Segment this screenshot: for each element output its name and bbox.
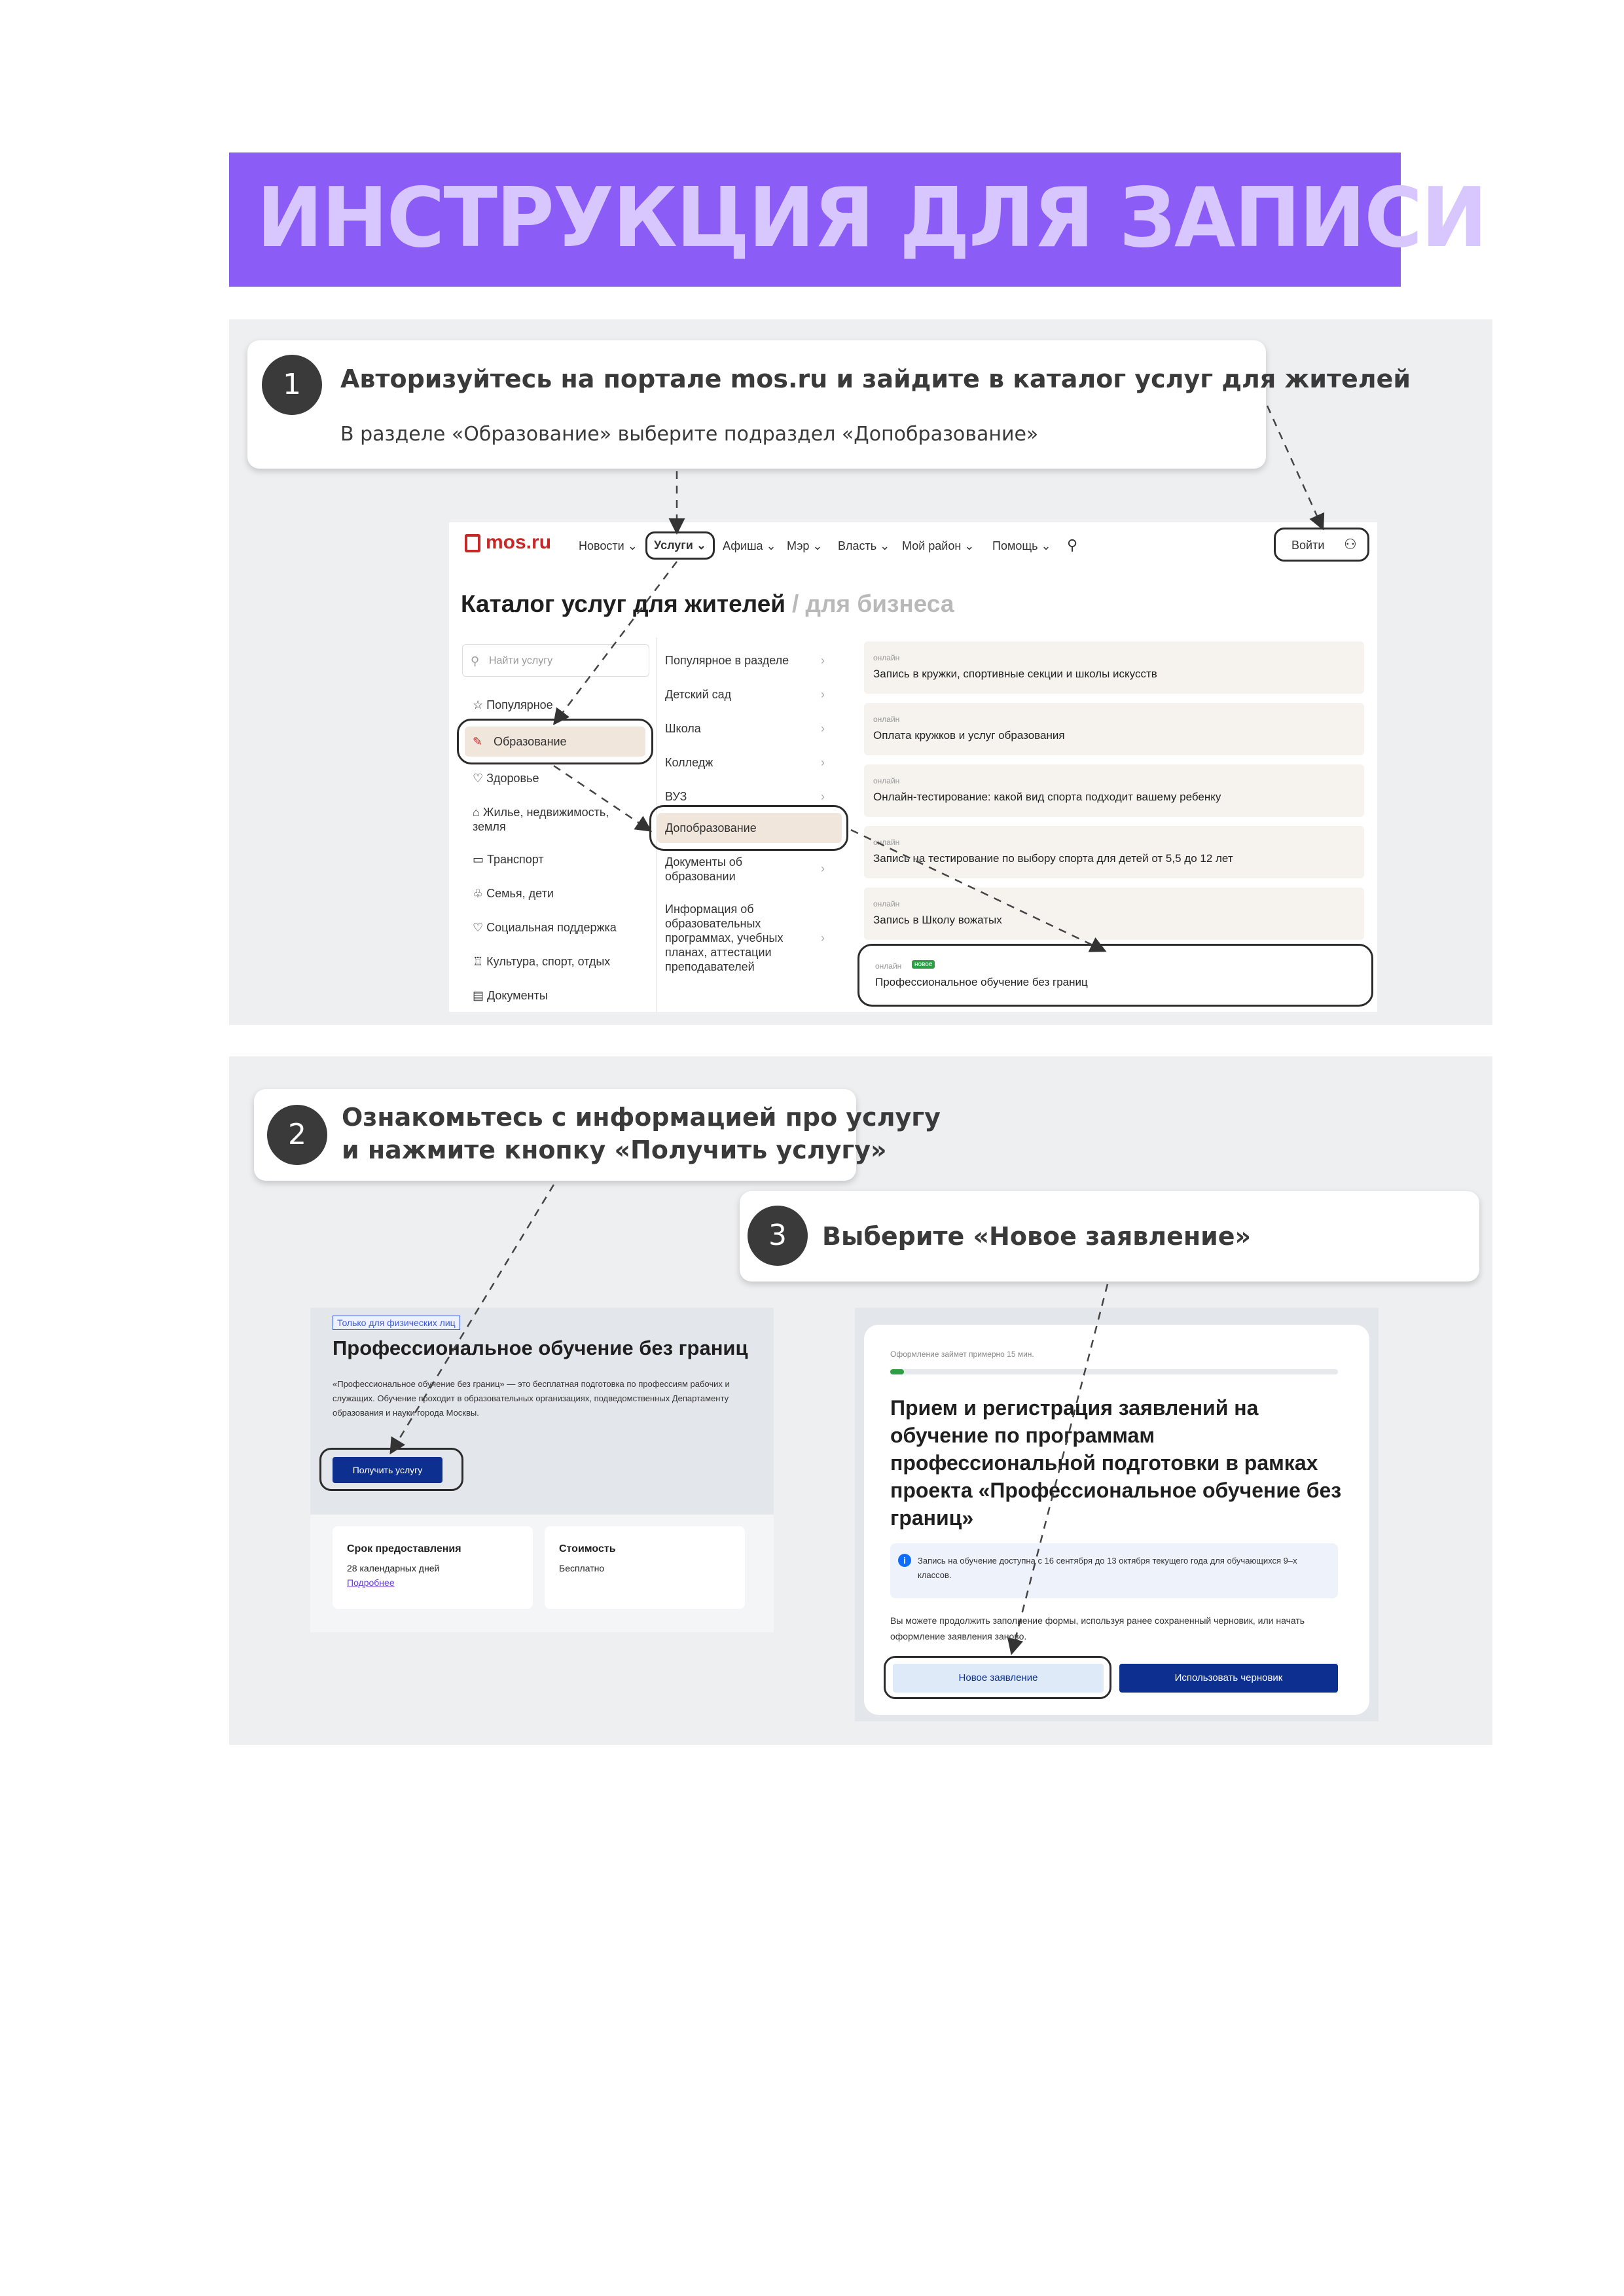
card-title: Онлайн-тестирование: какой вид спорта подходит вашему ребенку [873,791,1221,803]
term-card [333,1526,533,1609]
step1-number: 1 [262,355,322,415]
mid-item-dopobrazovanie-label: Допобразование [665,821,757,834]
get-service-button[interactable]: Получить услугу [333,1457,442,1483]
step2-title-line2: и нажмите кнопку «Получить услугу» [342,1136,887,1164]
user-icon: ⚇ [1344,536,1357,552]
progress-text: Оформление займет примерно 15 мин. [890,1350,1034,1359]
nav-news[interactable]: Новости ⌄ [579,539,638,552]
use-draft-button[interactable]: Использовать черновик [1119,1664,1338,1693]
catalog-business-link[interactable]: / для бизнеса [792,590,954,617]
search-placeholder: Найти услугу [489,655,553,666]
card-title: Профессиональное обучение без границ [875,976,1088,988]
card-tag: онлайн [873,653,900,662]
step1-subtitle: В разделе «Образование» выберите подраздел «Допобразование» [340,423,1039,446]
mid-item-edu-info[interactable]: Информация об образовательных программах, учебных планах, аттестации преподавателей [665,903,784,973]
nav-government[interactable]: Власть ⌄ [838,539,890,552]
service-card[interactable] [864,764,1364,817]
mid-item-dopobrazovanie[interactable] [657,813,842,843]
mid-item-kindergarten[interactable]: Детский сад [665,688,732,701]
chevron-right-icon: › [821,688,825,701]
nav-mayor[interactable]: Мэр ⌄ [787,539,823,552]
progress-bar [890,1369,1338,1374]
step1-callout [247,340,1411,469]
service-description: «Профессиональное обучение без границ» — это бесплатная подготовка по профессиям рабочих и служащих. Обучение проходит в образовательных организациях, подведомственных Департаменту образования и науки города Москвы. [333,1379,730,1418]
nav-my-district[interactable]: Мой район ⌄ [902,539,975,552]
service-card-highlighted[interactable] [857,944,1373,1007]
card-tag: онлайн [873,776,900,785]
card-tag: онлайн [873,899,900,908]
individuals-only-tag: Только для физических лиц [333,1316,460,1330]
step3-callout [740,1191,1479,1282]
chevron-right-icon: › [821,722,825,735]
left-item-health[interactable]: ♡ Здоровье [473,772,539,785]
search-input[interactable] [462,644,649,677]
card-title: Запись в кружки, спортивные секции и школы искусств [873,668,1157,680]
service-card[interactable] [864,641,1364,694]
chevron-right-icon: › [821,654,825,667]
left-item-transport[interactable]: ▭ Транспорт [473,853,544,866]
left-item-education[interactable] [465,726,645,757]
service-card[interactable] [864,826,1364,878]
chevron-right-icon: › [821,790,825,803]
step1-title: Авторизуйтесь на портале mos.ru и зайдите в каталог услуг для жителей [340,365,1411,393]
logo[interactable]: mos.ru [486,531,552,553]
left-item-documents[interactable]: ▤ Документы [473,989,548,1002]
progress-fill [890,1369,904,1374]
service-card[interactable] [864,888,1364,940]
card-title: Запись на тестирование по выбору спорта для детей от 5,5 до 12 лет [873,852,1233,865]
card-title: Оплата кружков и услуг образования [873,729,1065,742]
card-tag: онлайн [875,961,902,971]
chevron-right-icon: › [821,931,825,944]
cost-value: Бесплатно [559,1563,605,1573]
service-card[interactable] [864,703,1364,755]
mid-item-university[interactable]: ВУЗ [665,790,687,803]
chevron-right-icon: › [821,756,825,769]
left-item-culture[interactable]: ♖ Культура, спорт, отдых [473,955,611,968]
application-form-screenshot [855,1308,1379,1721]
left-item-social[interactable]: ♡ Социальная поддержка [473,921,617,934]
education-icon: ✎ [473,735,483,748]
nav-help[interactable]: Помощь ⌄ [992,539,1051,552]
card-title: Запись в Школу вожатых [873,914,1002,926]
service-details [310,1515,774,1632]
service-heading: Профессиональное обучение без границ [333,1336,748,1359]
form-card [864,1325,1369,1715]
card-tag: онлайн [873,715,900,724]
search-input-icon: ⚲ [471,655,480,668]
step3-title: Выберите «Новое заявление» [822,1222,1252,1251]
step3-number: 3 [748,1206,808,1266]
cost-card [545,1526,745,1609]
draft-note: Вы можете продолжить заполнение формы, используя ранее сохраненный черновик, или начать оформление заявления заново. [890,1615,1305,1641]
login-button[interactable] [1274,528,1369,562]
mid-item-popular[interactable]: Популярное в разделе [665,654,789,667]
info-text: Запись на обучение доступна с 16 сентября до 13 октября текущего года для обучающихся 9–х классов. [918,1556,1297,1580]
catalog-screenshot [449,522,1377,1012]
step2-number: 2 [267,1105,327,1165]
login-label: Войти [1291,539,1325,552]
step2-title-line1: Ознакомьтесь с информацией про услугу [342,1103,941,1132]
term-value: 28 календарных дней [347,1563,440,1573]
mid-item-school[interactable]: Школа [665,722,701,735]
mos-logo-icon [465,534,480,552]
chevron-right-icon: › [821,862,825,875]
catalog-title: Каталог услуг для жителей [461,590,786,617]
details-link[interactable]: Подробнее [347,1577,395,1588]
form-heading: Прием и регистрация заявлений на обучение по программам профессиональной подготовки в рамках проекта «Профессиональное обучение без границ» [890,1396,1342,1530]
mid-item-edu-documents[interactable]: Документы об образовании [665,855,743,883]
step2-callout [254,1089,941,1181]
mid-item-college[interactable]: Колледж [665,756,713,769]
service-page-screenshot [310,1308,774,1632]
nav-services[interactable]: Услуги ⌄ [645,531,715,560]
left-item-family[interactable]: ♧ Семья, дети [473,887,554,900]
page-title: ИНСТРУКЦИЯ ДЛЯ ЗАПИСИ [257,170,1487,266]
term-label: Срок предоставления [347,1543,461,1554]
left-item-popular[interactable]: ☆ Популярное [473,698,553,711]
cost-label: Стоимость [559,1543,616,1554]
card-tag: онлайн [873,838,900,847]
left-item-housing[interactable]: ⌂ Жилье, недвижимость, земля [473,806,609,833]
new-badge: новое [912,960,935,969]
info-box [890,1543,1338,1598]
info-icon: i [898,1554,911,1567]
left-item-education-label: Образование [494,735,567,748]
search-icon[interactable]: ⚲ [1067,537,1078,553]
new-application-button[interactable]: Новое заявление [893,1664,1104,1693]
nav-afisha[interactable]: Афиша ⌄ [723,539,776,552]
